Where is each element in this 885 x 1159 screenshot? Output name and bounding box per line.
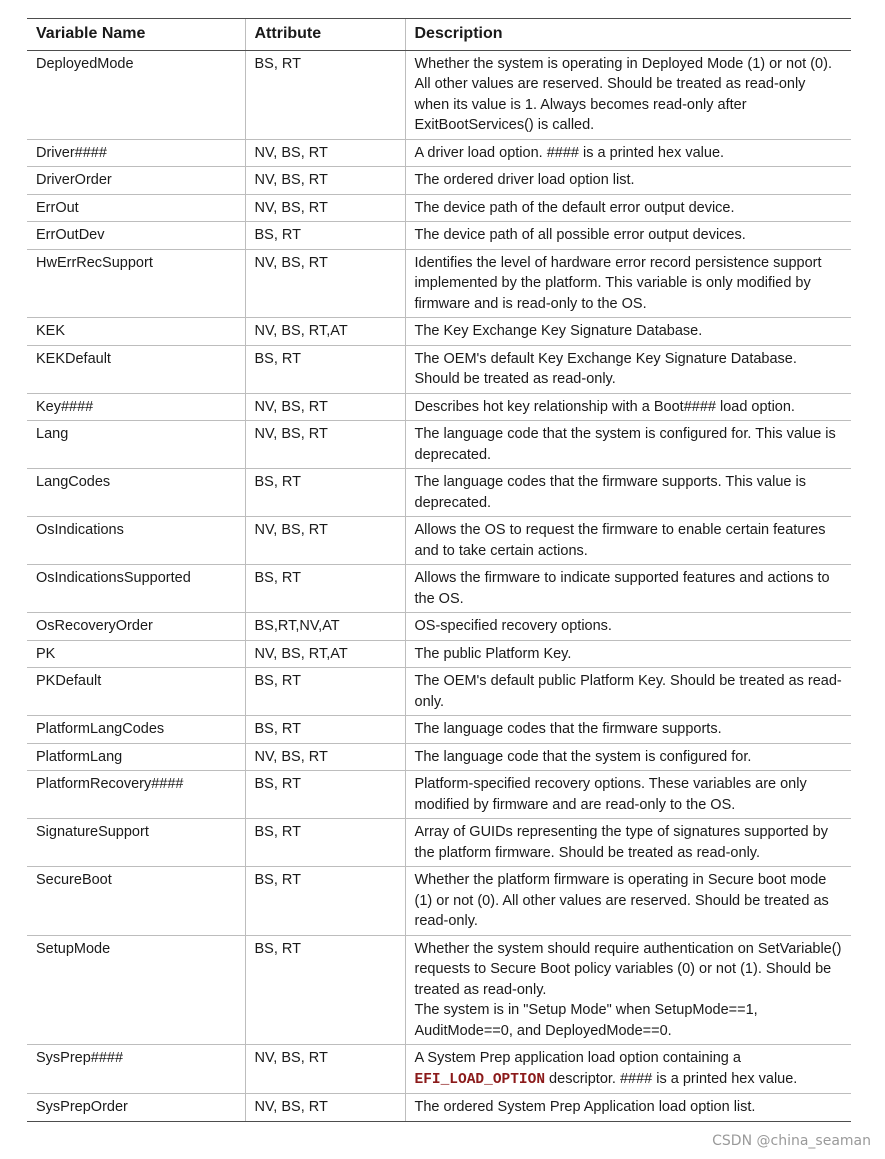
- variable-name-cell: SysPrepOrder: [27, 1094, 245, 1122]
- attribute-cell: NV, BS, RT: [245, 194, 405, 222]
- description-cell: [405, 613, 851, 641]
- description-text: The public Platform Key.: [414, 645, 572, 662]
- variable-name-cell: Key####: [27, 393, 245, 421]
- table-row: [27, 469, 851, 517]
- variable-name-cell: PKDefault: [27, 668, 245, 716]
- description-text: The OEM's default public Platform Key. Should be treated as read-only.: [414, 673, 842, 710]
- variables-table: [27, 18, 851, 1122]
- attribute-cell: BS, RT: [245, 867, 405, 936]
- table-header-row: [27, 19, 851, 51]
- table-row: [27, 935, 851, 1045]
- variable-name-cell: PlatformLang: [27, 743, 245, 771]
- table-row: [27, 139, 851, 167]
- description-text: The device path of all possible error output devices.: [414, 227, 746, 243]
- attribute-cell: NV, BS, RT: [245, 249, 405, 318]
- attribute-cell: NV, BS, RT: [245, 743, 405, 771]
- attribute-cell: BS, RT: [245, 668, 405, 716]
- attribute-cell: BS, RT: [245, 935, 405, 1045]
- description-cell: [405, 318, 851, 346]
- description-text: The language code that the system is configured for.: [414, 748, 752, 765]
- description-text: Array of GUIDs representing the type of signatures supported by the platform firmware. Should be treated as read-only.: [414, 824, 828, 861]
- table-row: [27, 1094, 851, 1122]
- description-text: Identifies the level of hardware error record persistence support implemented by the platform. This variable is only modified by firmware and is read-only to the OS.: [414, 254, 822, 312]
- attribute-cell: NV, BS, RT,AT: [245, 318, 405, 346]
- attribute-cell: BS, RT: [245, 565, 405, 613]
- description-cell: [405, 469, 851, 517]
- description-cell: [405, 716, 851, 744]
- attribute-cell: BS,RT,NV,AT: [245, 613, 405, 641]
- description-cell: [405, 1094, 851, 1122]
- header-attribute: Attribute: [245, 19, 405, 51]
- description-text: A System Prep application load option containing a: [414, 1050, 741, 1066]
- attribute-cell: BS, RT: [245, 819, 405, 867]
- description-text: The language codes that the firmware supports. This value is deprecated.: [414, 474, 806, 511]
- description-cell: [405, 668, 851, 716]
- table-row: [27, 771, 851, 819]
- description-cell: [405, 249, 851, 318]
- attribute-cell: BS, RT: [245, 716, 405, 744]
- attribute-cell: NV, BS, RT: [245, 1094, 405, 1122]
- description-cell: [405, 867, 851, 936]
- attribute-cell: NV, BS, RT: [245, 139, 405, 167]
- variable-name-cell: Driver####: [27, 139, 245, 167]
- description-text: Whether the system is operating in Deployed Mode (1) or not (0). All other values are reserved. Should be treated as read-only when its value is 1. Always becomes read-only after ExitBootServices() is called.: [414, 55, 832, 133]
- variable-name-cell: PlatformRecovery####: [27, 771, 245, 819]
- table-row: [27, 249, 851, 318]
- description-text: The OEM's default Key Exchange Key Signature Database. Should be treated as read-only.: [414, 350, 797, 387]
- description-text: The Key Exchange Key Signature Database.: [414, 323, 703, 339]
- description-text: The language codes that the firmware supports.: [414, 721, 722, 737]
- table-row: [27, 819, 851, 867]
- variable-name-cell: DriverOrder: [27, 167, 245, 195]
- table-row: [27, 668, 851, 716]
- variable-name-cell: PK: [27, 640, 245, 668]
- variable-name-cell: OsIndicationsSupported: [27, 565, 245, 613]
- description-cell: [405, 743, 851, 771]
- description-cell: [405, 935, 851, 1045]
- variable-name-cell: KEK: [27, 318, 245, 346]
- attribute-cell: NV, BS, RT: [245, 393, 405, 421]
- description-text: OS-specified recovery options.: [414, 618, 612, 634]
- variable-name-cell: ErrOut: [27, 194, 245, 222]
- variable-name-cell: OsRecoveryOrder: [27, 613, 245, 641]
- variable-name-cell: HwErrRecSupport: [27, 249, 245, 318]
- description-text: Allows the firmware to indicate supported features and actions to the OS.: [414, 570, 830, 607]
- variable-name-cell: SecureBoot: [27, 867, 245, 936]
- attribute-cell: BS, RT: [245, 222, 405, 250]
- description-cell: [405, 194, 851, 222]
- description-text: The ordered System Prep Application load option list.: [414, 1099, 756, 1115]
- header-variable-name: Variable Name: [27, 19, 245, 51]
- code-identifier: EFI_LOAD_OPTION: [414, 1071, 546, 1088]
- description-text: The system is in "Setup Mode" when SetupMode==1, AuditMode==0, and DeployedMode==0.: [414, 1002, 758, 1039]
- attribute-cell: NV, BS, RT,AT: [245, 640, 405, 668]
- table-row: [27, 613, 851, 641]
- table-row: [27, 393, 851, 421]
- description-text: Whether the platform firmware is operating in Secure boot mode (1) or not (0). All other values are reserved. Should be treated as read-only.: [414, 872, 829, 929]
- table-row: [27, 716, 851, 744]
- header-description: Description: [405, 19, 851, 51]
- table-row: [27, 421, 851, 469]
- description-text: A driver load option. #### is a printed hex value.: [414, 144, 725, 161]
- table-row: [27, 50, 851, 139]
- attribute-cell: BS, RT: [245, 50, 405, 139]
- description-cell: [405, 222, 851, 250]
- variable-name-cell: Lang: [27, 421, 245, 469]
- table-body: [27, 50, 851, 1121]
- description-cell: [405, 517, 851, 565]
- description-cell: [405, 819, 851, 867]
- description-cell: [405, 139, 851, 167]
- table-row: [27, 517, 851, 565]
- variable-name-cell: OsIndications: [27, 517, 245, 565]
- description-text: Allows the OS to request the firmware to enable certain features and to take certain actions.: [414, 522, 826, 559]
- attribute-cell: NV, BS, RT: [245, 1045, 405, 1094]
- attribute-cell: BS, RT: [245, 345, 405, 393]
- description-cell: [405, 1045, 851, 1094]
- description-cell: [405, 345, 851, 393]
- attribute-cell: BS, RT: [245, 771, 405, 819]
- description-text: The device path of the default error output device.: [414, 199, 735, 216]
- watermark: CSDN @china_seaman: [712, 1133, 871, 1149]
- description-cell: [405, 393, 851, 421]
- description-text: Describes hot key relationship with a Boot#### load option.: [414, 398, 795, 415]
- variable-name-cell: ErrOutDev: [27, 222, 245, 250]
- table-row: [27, 194, 851, 222]
- variable-name-cell: PlatformLangCodes: [27, 716, 245, 744]
- variable-name-cell: DeployedMode: [27, 50, 245, 139]
- description-text: Whether the system should require authentication on SetVariable() requests to Secure Boot policy variables (0) or not (1). Should be treated as read-only.: [414, 940, 842, 998]
- table-row: [27, 1045, 851, 1094]
- description-cell: [405, 771, 851, 819]
- description-text: The language code that the system is configured for. This value is deprecated.: [414, 426, 836, 463]
- description-cell: [405, 421, 851, 469]
- table-row: [27, 167, 851, 195]
- attribute-cell: BS, RT: [245, 469, 405, 517]
- attribute-cell: NV, BS, RT: [245, 167, 405, 195]
- variables-table-container: [27, 18, 851, 1122]
- table-row: [27, 565, 851, 613]
- table-row: [27, 867, 851, 936]
- table-row: [27, 318, 851, 346]
- variable-name-cell: SignatureSupport: [27, 819, 245, 867]
- description-cell: [405, 640, 851, 668]
- attribute-cell: NV, BS, RT: [245, 517, 405, 565]
- table-row: [27, 743, 851, 771]
- variable-name-cell: SysPrep####: [27, 1045, 245, 1094]
- description-text: descriptor. #### is a printed hex value.: [545, 1070, 798, 1087]
- description-cell: [405, 565, 851, 613]
- table-row: [27, 640, 851, 668]
- description-cell: [405, 167, 851, 195]
- table-row: [27, 345, 851, 393]
- attribute-cell: NV, BS, RT: [245, 421, 405, 469]
- variable-name-cell: SetupMode: [27, 935, 245, 1045]
- description-text: The ordered driver load option list.: [414, 172, 635, 188]
- variable-name-cell: KEKDefault: [27, 345, 245, 393]
- description-text: Platform-specified recovery options. These variables are only modified by firmware and are read-only to the OS.: [414, 776, 807, 813]
- description-cell: [405, 50, 851, 139]
- variable-name-cell: LangCodes: [27, 469, 245, 517]
- table-row: [27, 222, 851, 250]
